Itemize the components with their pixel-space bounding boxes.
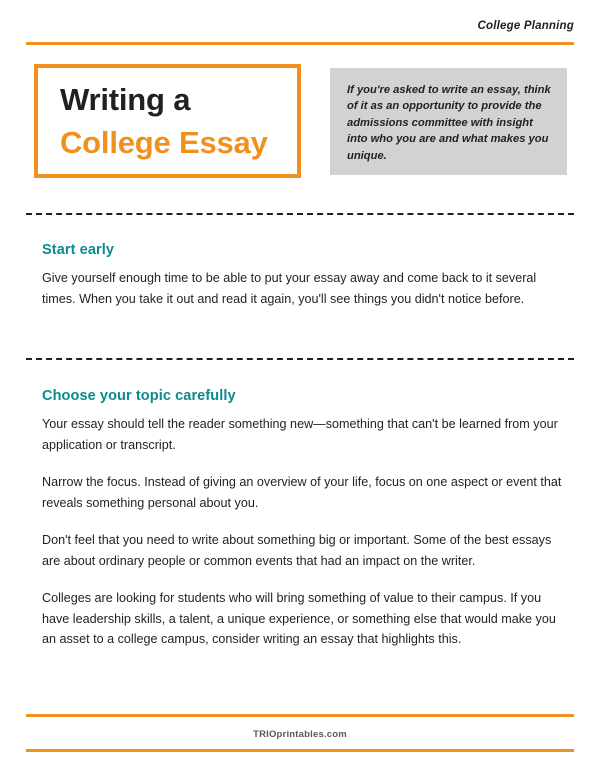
title-box — [34, 64, 301, 178]
footer-site-label: TRIOprintables.com — [253, 729, 347, 740]
footer-divider-rule-top — [26, 714, 574, 717]
section-heading-choose-topic: Choose your topic carefully — [42, 388, 236, 404]
header-title: College Planning — [477, 20, 574, 32]
page-title-line-2: College Essay — [60, 125, 268, 160]
section-choose-your-topic-carefully — [42, 388, 562, 650]
section-paragraph: Colleges are looking for students who will bring something of value to their campus. If you have leadership skills, a talent, a unique experience, or something else that would make you an asset to a college campus, consider writing an essay that highlights this. — [42, 591, 556, 646]
dashed-divider-2 — [26, 358, 574, 360]
page-header — [0, 0, 600, 48]
section-paragraph: Your essay should tell the reader something new—something that can't be learned from your application or transcript. — [42, 417, 558, 452]
section-start-early — [42, 242, 562, 309]
header-divider-rule — [26, 42, 574, 45]
footer-divider-rule-bottom — [26, 749, 574, 752]
section-paragraph: Give yourself enough time to be able to put your essay away and come back to it several times. When you take it out and read it again, you'll see things you didn't notice before. — [42, 271, 537, 306]
section-heading-start-early: Start early — [42, 242, 115, 258]
page-title-line-1: Writing a — [60, 82, 191, 117]
section-paragraph: Narrow the focus. Instead of giving an overview of your life, focus on one aspect or event that reveals something personal about you. — [42, 475, 562, 510]
section-paragraph: Don't feel that you need to write about something big or important. Some of the best essays are about ordinary people or common events that had an impact on the writer. — [42, 533, 552, 568]
callout-box — [330, 68, 567, 175]
dashed-divider-1 — [26, 213, 574, 215]
callout-text: If you're asked to write an essay, think of it as an opportunity to provide the admissions committee with insight into who you are and what makes you unique. — [347, 84, 551, 162]
